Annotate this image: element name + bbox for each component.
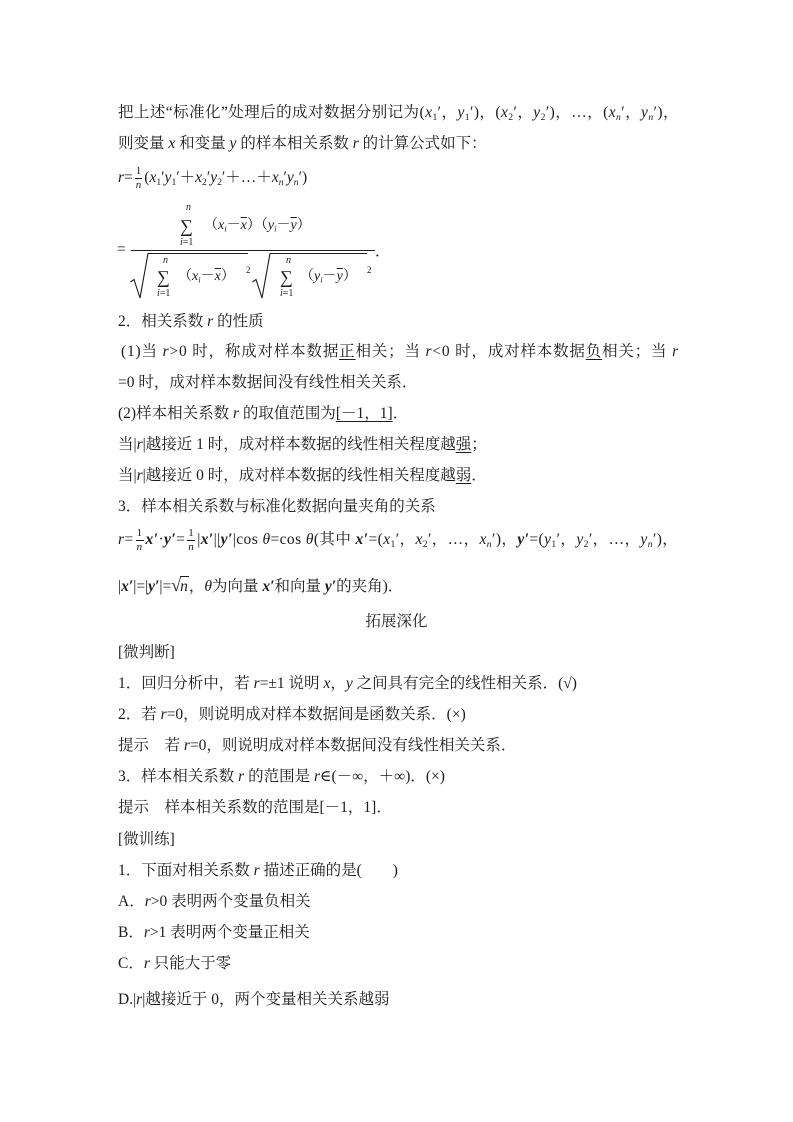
text-run: || xyxy=(213,531,221,549)
text-run: － xyxy=(276,218,291,233)
sum-upper-limit: n xyxy=(286,255,291,266)
text-run: |越接近于 0，两个变量相关关系越弱 xyxy=(142,991,390,1008)
text-run: y xyxy=(229,135,237,152)
text-run: x′ xyxy=(355,531,369,549)
text-run: 之间具有完全的线性相关系．(√) xyxy=(352,675,577,692)
micro-judgment-label xyxy=(118,641,175,665)
text-run: x xyxy=(479,531,487,549)
text-run: x xyxy=(168,135,176,152)
text-run: － xyxy=(322,269,337,284)
extension-heading xyxy=(0,610,793,634)
text-run: 强 xyxy=(455,436,472,453)
text-run: 1 xyxy=(171,176,177,188)
text-run: =0 时，成对样本数据间没有线性相关关系． xyxy=(118,374,418,391)
text-run: =( xyxy=(529,531,545,549)
text-run: θ xyxy=(262,531,271,549)
text-run: y xyxy=(267,218,275,233)
vector-angle-formula-line-1 xyxy=(118,528,678,557)
text-run: x xyxy=(271,169,279,187)
text-run: x xyxy=(195,169,203,187)
property-2-range xyxy=(118,402,408,426)
text-run: x′ xyxy=(121,578,134,595)
text-run: 为向量 xyxy=(211,578,263,595)
text-run: 的计算公式如下： xyxy=(358,135,487,152)
section-heading-vector-angle xyxy=(118,495,436,519)
text-run: 的性质 xyxy=(213,313,264,330)
text-run: [微训练] xyxy=(118,831,175,848)
text-run: r xyxy=(162,343,170,360)
text-run: ′ xyxy=(283,169,287,187)
intro-line-standardized-data xyxy=(118,101,679,130)
text-run: r xyxy=(232,405,239,422)
text-run: ． xyxy=(471,467,487,484)
text-run: y xyxy=(164,169,172,187)
text-run: 提示 样本相关系数的范围是[－1，1]． xyxy=(118,799,392,816)
text-run: r xyxy=(118,531,125,549)
text-run: = xyxy=(124,531,134,549)
fraction-bar xyxy=(131,250,375,251)
judgment-hint-3 xyxy=(118,796,392,820)
text-run: x xyxy=(149,169,157,187)
text-run: |=| xyxy=(133,578,149,595)
text-run: x xyxy=(192,269,199,284)
text-run: 1 xyxy=(156,176,162,188)
text-run: r xyxy=(672,343,679,360)
text-run: $\overline{y}$ xyxy=(290,218,297,233)
text-run: ′ xyxy=(161,169,165,187)
sum-start: =1 xyxy=(182,237,194,248)
text-run: 拓展深化 xyxy=(365,613,428,630)
text-run: x′ xyxy=(145,531,159,549)
text-run: － xyxy=(226,218,241,233)
text-run: 1 xyxy=(464,111,470,123)
text-run: x′ xyxy=(200,531,214,549)
text-run: 和变量 xyxy=(175,135,230,152)
text-run: y xyxy=(640,531,648,549)
text-run: r xyxy=(136,436,143,453)
text-run: |越接近 0 时，成对样本数据的线性相关程度越 xyxy=(142,467,456,484)
fraction-denominator: n xyxy=(136,541,143,553)
fraction-denominator: n xyxy=(188,541,195,553)
text-run: 当| xyxy=(118,467,137,484)
fraction-numerator: 1 xyxy=(136,527,143,539)
fraction-numerator: 1 xyxy=(135,165,142,177)
sum-lower-limit xyxy=(180,238,193,248)
text-run: 则变量 xyxy=(118,135,169,152)
text-run: r xyxy=(136,991,143,1008)
text-run: 2 xyxy=(583,538,589,550)
text-run: x xyxy=(500,104,509,121)
text-run: ′)，…，( xyxy=(545,104,609,121)
property-weak-correlation xyxy=(118,464,487,488)
text-run: |= xyxy=(159,578,172,595)
text-run: 正 xyxy=(339,343,356,360)
text-run: 的夹角)． xyxy=(336,578,404,595)
text-run: 1 xyxy=(432,111,438,123)
text-run: = xyxy=(176,531,186,549)
text-run: 1．下面对相关系数 xyxy=(118,862,254,879)
text-run: y′ xyxy=(164,531,177,549)
text-run: 的范围是 xyxy=(244,768,314,785)
sum-index: i xyxy=(180,237,183,248)
text-run: ( xyxy=(144,169,150,187)
text-run: － xyxy=(200,269,215,284)
fraction xyxy=(135,166,143,191)
text-run: x xyxy=(383,531,391,549)
text-run: 当| xyxy=(118,436,137,453)
text-run: |越接近 1 时，成对样本数据的线性相关程度越 xyxy=(142,436,456,453)
text-run: 2 xyxy=(508,111,514,123)
text-run: ′＋ xyxy=(176,169,196,187)
sum-symbol: ∑ xyxy=(157,267,170,287)
text-run: =( xyxy=(368,531,384,549)
exponent: 2 xyxy=(367,265,372,275)
sum-symbol: ∑ xyxy=(280,267,293,287)
text-run: x xyxy=(415,531,423,549)
text-run: |cos xyxy=(232,531,263,549)
text-run: n xyxy=(616,111,622,123)
text-run: ′)， xyxy=(653,104,679,121)
choice-b xyxy=(118,921,310,945)
text-run: ′， xyxy=(395,531,416,549)
text-run: 1．回归分析中，若 xyxy=(118,675,254,692)
text-run: ′)， xyxy=(492,531,518,549)
text-run: ′， xyxy=(513,104,534,121)
text-run: >0 表明两个变量负相关 xyxy=(150,893,311,910)
text-run: n xyxy=(180,578,188,595)
text-run: i xyxy=(320,274,323,285)
text-run: y′ xyxy=(148,578,160,595)
judgment-item-1 xyxy=(118,672,577,696)
text-run: ∈(－∞，＋∞)．(×) xyxy=(320,768,445,785)
text-run: C． xyxy=(118,955,144,972)
text-run: r xyxy=(238,768,245,785)
formula-line-mean-product xyxy=(118,166,307,195)
text-run: r xyxy=(253,675,260,692)
text-run: 1 xyxy=(551,538,557,550)
text-run: θ xyxy=(204,578,212,595)
text-run: 2．若 xyxy=(118,706,161,723)
text-run: y xyxy=(544,531,552,549)
text-run: · xyxy=(158,531,165,549)
text-run: 描述正确的是( ) xyxy=(259,862,398,879)
text-run: ′)，( xyxy=(470,104,501,121)
text-run: r xyxy=(183,737,190,754)
equals-sign: = xyxy=(117,241,126,258)
choice-a xyxy=(118,890,311,914)
text-run: x xyxy=(218,218,225,233)
text-run: i xyxy=(224,223,227,234)
fraction-numerator: 1 xyxy=(188,527,195,539)
text-run: x xyxy=(323,675,331,692)
text-run: 的样本相关系数 xyxy=(236,135,353,152)
text-run: y′ xyxy=(324,578,337,595)
choice-c xyxy=(118,952,231,976)
text-run: (其中 xyxy=(313,531,356,549)
text-run: ′，…， xyxy=(588,531,641,549)
text-run: ′， xyxy=(621,104,642,121)
text-run: ； xyxy=(471,436,487,453)
text-run: n xyxy=(647,538,653,550)
text-run: 和向量 xyxy=(274,578,325,595)
text-run: =0，则说明成对样本数据间没有线性相关关系． xyxy=(189,737,517,754)
text-run: A． xyxy=(118,893,145,910)
text-run: i xyxy=(198,274,201,285)
sum-lower-limit xyxy=(157,289,170,299)
training-question-1 xyxy=(118,859,398,883)
text-run: y xyxy=(641,104,649,121)
text-run: 弱 xyxy=(455,467,472,484)
text-run: r xyxy=(118,169,125,187)
vector-angle-formula-line-2 xyxy=(118,573,403,599)
text-run: y xyxy=(286,169,294,187)
text-run: 3．样本相关系数 xyxy=(118,768,239,785)
text-run: r xyxy=(160,706,167,723)
text-run: y xyxy=(533,104,541,121)
fraction xyxy=(136,528,144,553)
text-run: 1 xyxy=(390,538,396,550)
judgment-item-3 xyxy=(118,765,445,789)
intro-line-formula-lead xyxy=(118,132,487,156)
denominator-y-expression xyxy=(300,266,357,291)
text-run: 2．相关系数 xyxy=(118,313,208,330)
text-run: >1 表明两个变量正相关 xyxy=(149,924,310,941)
text-run: [－1，1] xyxy=(335,405,393,422)
sum-index: i xyxy=(280,288,283,299)
text-run: | xyxy=(197,531,201,549)
exponent: 2 xyxy=(246,265,251,275)
text-run: ）（ xyxy=(246,218,268,233)
sum-upper-limit: n xyxy=(186,202,191,213)
choice-d xyxy=(118,988,389,1012)
property-1-line-1 xyxy=(121,340,679,364)
text-run: 2 xyxy=(217,176,222,188)
text-run: （ xyxy=(300,269,314,284)
text-run: ， xyxy=(330,675,346,692)
text-run: >0 时，称成对样本数据 xyxy=(169,343,340,360)
sum-start: =1 xyxy=(159,288,171,299)
text-run: [微判断] xyxy=(118,644,175,661)
text-run: 2 xyxy=(422,538,428,550)
text-run: =0，则说明成对样本数据间是函数关系．(×) xyxy=(166,706,466,723)
text-run: ′＋…＋ xyxy=(221,169,272,187)
text-run: = xyxy=(124,169,133,187)
text-run: r xyxy=(143,924,150,941)
text-run: $\overline{y}$ xyxy=(336,269,343,284)
text-run: y xyxy=(210,169,218,187)
text-run: <0 时，成对样本数据 xyxy=(432,343,586,360)
text-run: D.| xyxy=(118,991,137,1008)
text-run: i xyxy=(274,223,277,234)
text-run: ′， xyxy=(437,104,458,121)
text-run: √ xyxy=(171,575,182,595)
text-run: 把上述“标准化”处理后的成对数据分别记为( xyxy=(118,104,426,121)
text-run: y xyxy=(457,104,465,121)
text-run: （ xyxy=(204,218,218,233)
text-run: | xyxy=(118,578,122,595)
sum-start: =1 xyxy=(282,288,294,299)
sum-index: i xyxy=(157,288,160,299)
property-strong-correlation xyxy=(118,433,487,457)
text-run: x xyxy=(608,104,617,121)
text-run: n xyxy=(486,538,493,550)
fraction xyxy=(187,528,195,553)
text-run: n xyxy=(293,176,299,188)
text-run: n xyxy=(648,111,654,123)
text-run: (1)当 xyxy=(121,343,163,360)
text-run: n xyxy=(278,176,284,188)
text-run: ′) xyxy=(298,169,308,187)
text-run: r xyxy=(352,135,359,152)
text-run: r xyxy=(136,467,143,484)
text-run: r xyxy=(143,955,150,972)
text-run: y′ xyxy=(517,531,530,549)
text-run: =±1 说明 xyxy=(259,675,324,692)
text-run: y xyxy=(314,269,321,284)
text-run: 2 xyxy=(540,111,546,123)
text-run: y xyxy=(345,675,353,692)
text-run: ′ xyxy=(206,169,211,187)
text-run: 的取值范围为 xyxy=(239,405,336,422)
micro-training-label xyxy=(118,828,175,852)
text-run: 提示 若 xyxy=(118,737,184,754)
text-run: r xyxy=(425,343,433,360)
text-run: ′， xyxy=(556,531,577,549)
text-run: ， xyxy=(188,578,205,595)
text-run: y′ xyxy=(220,531,233,549)
text-run: r xyxy=(253,862,260,879)
denominator-x-expression xyxy=(178,266,235,291)
section-heading-properties xyxy=(118,310,264,334)
text-run: $\overline{x}$ xyxy=(214,269,221,284)
judgment-item-2 xyxy=(118,703,466,727)
text-run: ） xyxy=(220,269,235,284)
formula-period: ． xyxy=(375,243,391,260)
property-1-line-2 xyxy=(118,371,417,395)
text-run: r xyxy=(207,313,214,330)
text-run: x xyxy=(425,104,433,121)
sum-lower-limit xyxy=(280,289,293,299)
text-run: y xyxy=(576,531,584,549)
text-run: 2 xyxy=(202,176,207,188)
text-run: 只能大于零 xyxy=(149,955,232,972)
text-run: 3．样本相关系数与标准化数据向量夹角的关系 xyxy=(118,498,436,515)
text-run: B． xyxy=(118,924,144,941)
text-run: 负 xyxy=(585,343,603,360)
sum-symbol: ∑ xyxy=(180,216,193,236)
fraction-denominator: n xyxy=(135,179,142,191)
text-run: x′ xyxy=(262,578,275,595)
text-run: r xyxy=(144,893,151,910)
text-run: ′，…， xyxy=(427,531,480,549)
text-run: ） xyxy=(296,218,311,233)
text-run: $\overline{x}$ xyxy=(240,218,247,233)
text-run: =cos xyxy=(270,531,306,549)
text-run: (2)样本相关系数 xyxy=(118,405,233,422)
text-run: ． xyxy=(392,405,409,422)
text-run: r xyxy=(313,768,320,785)
text-run: 相关；当 xyxy=(602,343,673,360)
text-run: ′)， xyxy=(652,531,679,549)
text-run: 相关；当 xyxy=(355,343,426,360)
judgment-hint-2 xyxy=(118,734,516,758)
text-run: （ xyxy=(178,269,192,284)
text-run: θ xyxy=(305,531,314,549)
sum-upper-limit: n xyxy=(163,255,168,266)
numerator-expression xyxy=(204,215,311,240)
text-run: ） xyxy=(342,269,357,284)
